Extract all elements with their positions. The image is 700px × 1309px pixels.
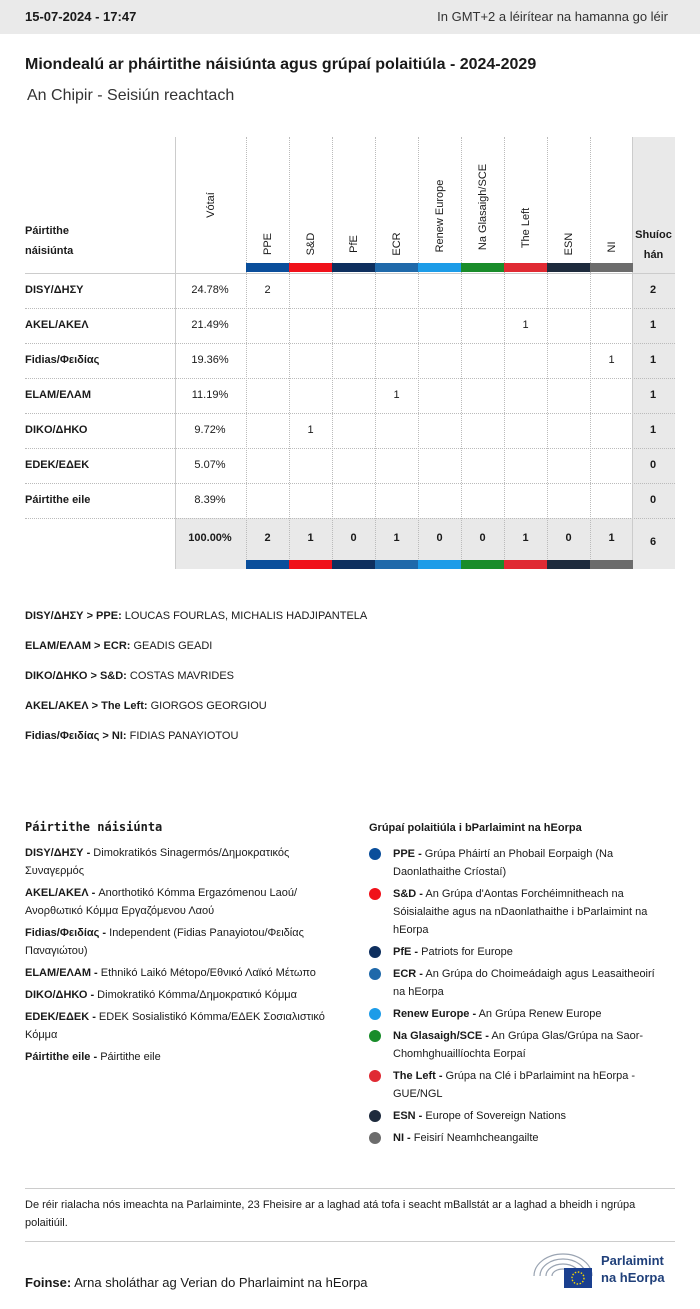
elected-member-line: [25, 640, 212, 652]
group-legend-item: [369, 1027, 669, 1063]
row-divider: [25, 448, 675, 449]
group-color-dot-icon: [369, 848, 381, 860]
group-full-name: Feisirí Neamhcheangailte: [410, 1132, 539, 1144]
source-label: Foinse:: [25, 1275, 72, 1290]
group-color-dot-icon: [369, 1132, 381, 1144]
group-legend-item: [369, 1107, 669, 1125]
seat-total: 2: [649, 284, 657, 296]
group-color-dot-icon: [369, 888, 381, 900]
group-header: The Left: [519, 208, 532, 249]
group-color-bar: [461, 263, 504, 272]
group-legend-item: [369, 965, 669, 1001]
group-color-bar: [418, 560, 461, 569]
seats-grand-total: 6: [649, 536, 657, 548]
group-color-bar: [418, 263, 461, 272]
group-full-name: An Grúpa Renew Europe: [476, 1008, 602, 1020]
divider: [25, 1241, 675, 1242]
mapping-key: Fidias/Φειδίας > NI:: [25, 730, 127, 742]
column-divider: [504, 137, 505, 569]
top-bar: [0, 0, 700, 34]
seat-cell: 2: [264, 284, 271, 296]
column-divider: [246, 137, 247, 569]
party-legend-item: [25, 986, 345, 1004]
group-abbrev: S&D -: [393, 888, 423, 900]
column-divider: [461, 137, 462, 569]
party-legend-item: [25, 884, 345, 920]
parliament-logo: [530, 1250, 676, 1290]
vote-share: 5.07%: [194, 459, 226, 471]
seat-total: 1: [649, 424, 657, 436]
group-abbrev: NI -: [393, 1132, 411, 1144]
seat-cell: 1: [307, 424, 314, 436]
seat-total: 0: [649, 459, 657, 471]
group-full-name: Europe of Sovereign Nations: [422, 1110, 567, 1122]
group-abbrev: Na Glasaigh/SCE -: [393, 1030, 489, 1042]
row-divider: [25, 518, 675, 519]
elected-member-line: [25, 730, 238, 742]
group-full-name: An Grúpa do Choimeádaigh agus Leasaitheoirí na hEorpa: [393, 968, 655, 998]
group-total: 0: [436, 532, 443, 544]
seat-cell: 1: [393, 389, 400, 401]
group-header: S&D: [304, 232, 317, 255]
row-divider: [25, 308, 675, 309]
group-color-bar: [547, 263, 590, 272]
seats-column-header: Shuíoc hán: [635, 229, 672, 261]
logo-text: Parlaimint na hEorpa: [601, 1253, 665, 1285]
footnote: De réir rialacha nós imeachta na Parlaiminte, 23 Fheisire ar a laghad atá tofa i seacht mBallstát ar a laghad a bheidh i ngrúpa polaitiúil.: [25, 1199, 636, 1229]
group-color-bar: [590, 263, 633, 272]
source-note: [25, 1275, 368, 1290]
group-color-bar: [504, 263, 547, 272]
group-full-name: Patriots for Europe: [418, 946, 513, 958]
party-name: DISY/ΔΗΣΥ: [25, 284, 84, 296]
group-legend-item: [369, 1129, 669, 1147]
group-total: 0: [479, 532, 486, 544]
group-full-name: An Grúpa d'Aontas Forchéimnitheach na Sóisialaithe agus na nDaonlathaithe i bParlaimint na hEorpa: [393, 888, 648, 936]
party-full-name: Dimokratikó Kómma/Δημοκρατικό Κόμμα: [94, 989, 297, 1001]
group-abbrev: PfE -: [393, 946, 419, 958]
party-name: EDEK/ΕΔΕΚ: [25, 459, 90, 471]
group-color-dot-icon: [369, 1008, 381, 1020]
parliament-hemicycle-icon: [530, 1250, 596, 1290]
seat-total: 1: [649, 354, 657, 366]
group-header: PfE: [347, 234, 360, 253]
column-divider: [332, 137, 333, 569]
party-full-name: Páirtithe eile: [97, 1051, 161, 1063]
party-legend: [25, 820, 345, 1070]
party-full-name: Independent (Fidias Panayiotou/Φειδίας Παναγιώτου): [25, 927, 304, 957]
row-divider: [25, 483, 675, 484]
group-header: Na Glasaigh/SCE: [476, 163, 489, 250]
group-color-bar: [375, 560, 418, 569]
group-header: ECR: [390, 232, 403, 256]
group-total: 0: [565, 532, 572, 544]
elected-member-line: [25, 610, 367, 622]
mapping-members: LOUCAS FOURLAS, MICHALIS HADJIPANTELA: [121, 610, 368, 622]
group-legend-item: [369, 1005, 669, 1023]
group-legend-item: [369, 943, 669, 961]
group-abbrev: PPE -: [393, 848, 422, 860]
group-total: 0: [350, 532, 357, 544]
group-color-bar: [590, 560, 633, 569]
mapping-key: DIKO/ΔΗΚΟ > S&D:: [25, 670, 127, 682]
column-divider: [418, 137, 419, 569]
group-color-bar: [375, 263, 418, 272]
seat-total: 0: [649, 494, 657, 506]
votes-column-header: Vótaí: [205, 192, 217, 218]
party-abbrev: DIKO/ΔΗΚΟ -: [25, 989, 95, 1001]
timezone-note: In GMT+2 a léirítear na hamanna go léir: [437, 9, 668, 24]
group-total: 2: [264, 532, 271, 544]
elected-member-line: [25, 670, 234, 682]
group-color-bar: [461, 560, 504, 569]
party-abbrev: AKEL/ΑΚΕΛ -: [25, 887, 96, 899]
group-color-dot-icon: [369, 1110, 381, 1122]
votes-total: 100.00%: [188, 532, 232, 544]
vote-share: 24.78%: [191, 284, 229, 296]
header-divider: [25, 273, 675, 274]
group-header: Renew Europe: [433, 179, 446, 253]
party-legend-item: [25, 1048, 345, 1066]
page-subtitle: An Chipir - Seisiún reachtach: [27, 87, 235, 104]
party-full-name: Anorthotikó Kómma Ergazómenou Laoú/ Ανορθωτικό Κόμμα Εργαζόμενου Λαού: [25, 887, 298, 917]
party-full-name: Dimokratikós Sinagermós/Δημοκρατικός Συναγερμός: [25, 847, 290, 877]
group-full-name: Grúpa Pháirtí an Phobail Eorpaigh (Na Daonlathaithe Críostaí): [393, 848, 614, 878]
column-divider: [590, 137, 591, 569]
group-full-name: Grúpa na Clé i bParlaimint na hEorpa - GUE/NGL: [393, 1070, 636, 1100]
group-abbrev: Renew Europe -: [393, 1008, 477, 1020]
row-divider: [25, 378, 675, 379]
group-color-bar: [332, 263, 375, 272]
party-full-name: Ethnikó Laikó Métopo/Εθνικό Λαϊκό Μέτωπο: [97, 967, 316, 979]
vote-share: 11.19%: [191, 389, 229, 401]
group-legend: [369, 820, 669, 1151]
party-name: AKEL/ΑΚΕΛ: [25, 319, 89, 331]
seat-cell: 1: [522, 319, 529, 331]
group-total: 1: [608, 532, 615, 544]
mapping-members: GIORGOS GEORGIOU: [147, 700, 267, 712]
party-full-name: EDEK Sosialistikó Kómma/ΕΔΕΚ Σοσιαλιστικό Κόμμα: [25, 1011, 325, 1041]
vote-share: 21.49%: [191, 319, 229, 331]
seat-cell: 1: [608, 354, 615, 366]
seat-total: 1: [649, 319, 657, 331]
row-divider: [25, 413, 675, 414]
party-legend-item: [25, 964, 345, 982]
party-legend-item: [25, 1008, 345, 1044]
page-title: Miondealú ar pháirtithe náisiúnta agus grúpaí polaitiúla - 2024-2029: [25, 56, 537, 73]
timestamp: 15-07-2024 - 17:47: [25, 9, 137, 24]
vote-share: 9.72%: [194, 424, 226, 436]
group-header: NI: [605, 241, 618, 253]
mapping-members: COSTAS MAVRIDES: [126, 670, 234, 682]
group-color-bar: [547, 560, 590, 569]
column-divider: [632, 137, 633, 569]
group-color-dot-icon: [369, 1070, 381, 1082]
group-legend-item: [369, 1067, 669, 1103]
group-color-bar: [332, 560, 375, 569]
results-table: [25, 137, 675, 570]
divider: [25, 1188, 675, 1189]
group-legend-heading: Grúpaí polaitiúla i bParlaimint na hEorpa: [369, 822, 582, 834]
mapping-key: AKEL/ΑΚΕΛ > The Left:: [25, 700, 148, 712]
vote-share: 8.39%: [194, 494, 226, 506]
seat-total: 1: [649, 389, 657, 401]
group-legend-item: [369, 845, 669, 881]
mapping-key: DISY/ΔΗΣΥ > PPE:: [25, 610, 122, 622]
party-abbrev: ELAM/ΕΛΑΜ -: [25, 967, 98, 979]
party-name: ELAM/ΕΛΑΜ: [25, 389, 91, 401]
group-total: 1: [393, 532, 400, 544]
party-legend-heading: Páirtithe náisiúnta: [25, 820, 163, 834]
mapping-members: FIDIAS PANAYIOTOU: [126, 730, 239, 742]
group-color-bar: [289, 560, 332, 569]
party-legend-item: [25, 924, 345, 960]
column-divider: [175, 137, 176, 569]
column-divider: [547, 137, 548, 569]
party-abbrev: EDEK/ΕΔΕΚ -: [25, 1011, 96, 1023]
mapping-key: ELAM/ΕΛΑΜ > ECR:: [25, 640, 131, 652]
group-legend-item: [369, 885, 669, 939]
group-header: ESN: [562, 232, 575, 255]
group-abbrev: ESN -: [393, 1110, 423, 1122]
mapping-members: GEADIS GEADI: [130, 640, 213, 652]
elected-member-line: [25, 700, 267, 712]
group-color-bar: [246, 560, 289, 569]
party-abbrev: DISY/ΔΗΣΥ -: [25, 847, 91, 859]
group-abbrev: The Left -: [393, 1070, 443, 1082]
group-color-dot-icon: [369, 946, 381, 958]
group-color-dot-icon: [369, 1030, 381, 1042]
party-column-header: Páirtithe náisiúnta: [25, 225, 74, 257]
party-abbrev: Páirtithe eile -: [25, 1051, 98, 1063]
party-legend-item: [25, 844, 345, 880]
source-text: Arna sholáthar ag Verian do Pharlaimint na hEorpa: [71, 1275, 368, 1290]
party-abbrev: Fidias/Φειδίας -: [25, 927, 107, 939]
party-name: Páirtithe eile: [25, 494, 91, 506]
group-total: 1: [522, 532, 529, 544]
group-abbrev: ECR -: [393, 968, 423, 980]
group-header: PPE: [261, 232, 274, 255]
column-divider: [375, 137, 376, 569]
group-color-bar: [504, 560, 547, 569]
party-name: Fidias/Φειδίας: [25, 354, 100, 366]
group-color-bar: [246, 263, 289, 272]
group-total: 1: [307, 532, 314, 544]
group-color-dot-icon: [369, 968, 381, 980]
group-color-bar: [289, 263, 332, 272]
column-divider: [289, 137, 290, 569]
party-name: DIKO/ΔΗΚΟ: [25, 424, 88, 436]
row-divider: [25, 343, 675, 344]
group-full-name: An Grúpa Glas/Grúpa na Saor-Chomhghuaillíochta Eorpaí: [393, 1030, 644, 1060]
vote-share: 19.36%: [191, 354, 229, 366]
